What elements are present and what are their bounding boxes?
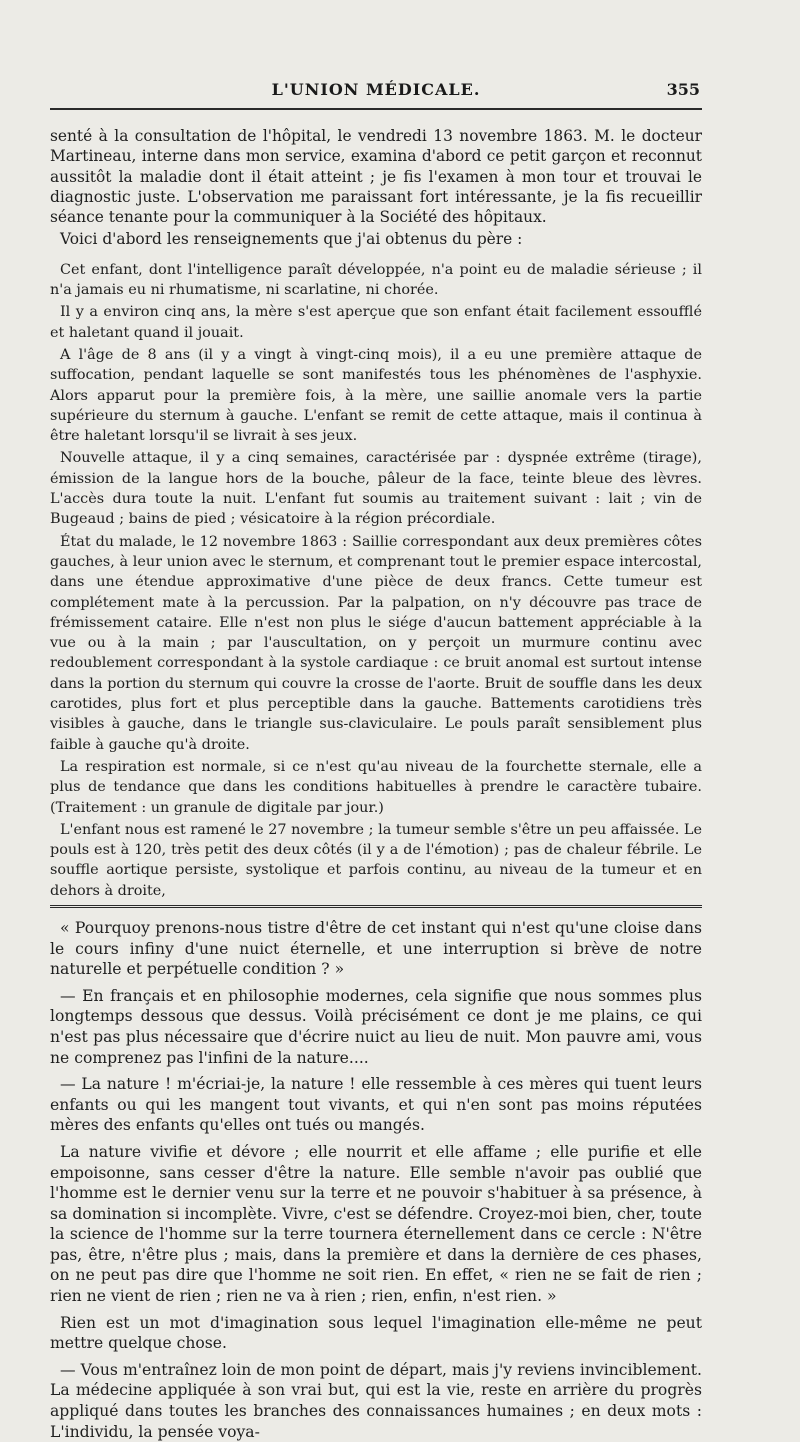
feuilleton-paragraph: — En français et en philosophie modernes, cela signifie que nous sommes plus longtemps dessous que dessus. Voilà précisément ce dont je me plains, ce qui n'est pas plus nécessaire que d'écrire nuict au lieu de nuit. Mon pauvre ami, vous ne comprenez pas l'infini de la nature.... <box>50 986 702 1067</box>
feuilleton-paragraph: — Vous m'entraînez loin de mon point de départ, mais j'y reviens invinciblement. La médecine appliquée à son vrai but, qui est la vie, reste en arrière du progrès appliqué dans toutes les branches des connaissances humaines ; en deux mots : L'individu, la pensée voya- <box>50 1360 702 1441</box>
header-rule <box>50 108 702 110</box>
feuilleton-paragraph: La nature vivifie et dévore ; elle nourrit et elle affame ; elle purifie et elle empoisonne, sans cesser d'être la nature. Elle semble n'avoir pas oublié que l'homme est le dernier venu sur la terre et ne pouvoir s'habituer à sa présence, à sa domination si incomplète. Vivre, c'est se défendre. Croyez-moi bien, cher, toute la science de l'homme sur la terre tournera éternellement dans ce cercle : N'être pas, être, n'être plus ; mais, dans la première et dans la dernière de ces phases, on ne peut pas dire que l'homme ne soit rien. En effet, « rien ne se fait de rien ; rien ne vient de rien ; rien ne va à rien ; rien, enfin, n'est rien. » <box>50 1142 702 1306</box>
article-paragraph: La respiration est normale, si ce n'est qu'au niveau de la fourchette sternale, elle a plus de tendance que dans les conditions habituelles à prendre le caractère tubaire. (Traitement : un granule de digitale par jour.) <box>50 758 702 816</box>
article-paragraph: Il y a environ cinq ans, la mère s'est aperçue que son enfant était facilement essoufflé et haletant quand il jouait. <box>50 304 702 341</box>
article-paragraph: L'enfant nous est ramené le 27 novembre ; la tumeur semble s'être un peu affaissée. Le pouls est à 120, très petit des deux côtés (il y a de l'émotion) ; pas de chaleur fébrile. Le souffle aortique persiste, systolique et parfois continu, au niveau de la tumeur et en dehors à droite, <box>50 821 702 899</box>
main-article <box>50 126 702 901</box>
article-paragraph: Cet enfant, dont l'intelligence paraît développée, n'a point eu de maladie sérieuse ; il n'a jamais eu ni rhumatisme, ni scarlatine, ni chorée. <box>50 261 702 299</box>
running-header <box>50 72 702 106</box>
feuilleton-paragraph: — La nature ! m'écriai-je, la nature ! elle ressemble à ces mères qui tuent leurs enfants ou qui les mangent tout vivants, et qui n'en sont pas moins réputées mères des enfants qu'elles ont tués ou mangés. <box>50 1075 702 1135</box>
document-page <box>50 72 702 1441</box>
feuilleton-divider <box>50 905 702 910</box>
article-paragraph: Voici d'abord les renseignements que j'ai obtenus du père : <box>60 230 523 249</box>
article-paragraph: senté à la consultation de l'hôpital, le vendredi 13 novembre 1863. M. le docteur Martineau, interne dans mon service, examina d'abord ce petit garçon et reconnut aussitôt la maladie dont il était atteint ; je fis l'examen à mon tour et trouvai le diagnostic juste. L'observation me paraissant fort intéressante, je la fis recueillir séance tenante pour la communiquer à la Société des hôpitaux. <box>50 127 702 227</box>
page-number: 355 <box>666 80 700 99</box>
feuilleton-paragraph: « Pourquoy prenons-nous tistre d'être de cet instant qui n'est qu'une cloise dans le cours infiny d'une nuict éternelle, et une interruption si brève de notre naturelle et perpétuelle condition ? » <box>50 918 702 979</box>
article-paragraph: État du malade, le 12 novembre 1863 : Saillie correspondant aux deux premières côtes gauches, à leur union avec le sternum, et comprenant tout le premier espace intercostal, dans une étendue approximative d'une pièce de deux francs. Cette tumeur est complétement mate à la percussion. Par la palpation, on n'y découvre pas trace de frémissement cataire. Elle n'est non plus le siége d'aucun battement appréciable à la vue ou à la main ; par l'auscultation, on y perçoit un murmure continu avec redoublement correspondant à la systole cardiaque : ce bruit anomal est surtout intense dans la portion du sternum qui couvre la crosse de l'aorte. Bruit de souffle dans les deux carotides, plus fort et plus perceptible dans la gauche. Battements carotidiens très visibles à gauche, dans le triangle sus-claviculaire. Le pouls paraît sensiblement plus faible à gauche qu'à droite. <box>50 533 702 753</box>
feuilleton-paragraph: Rien est un mot d'imagination sous lequel l'imagination elle-même ne peut mettre quelque chose. <box>50 1313 702 1353</box>
journal-title: L'UNION MÉDICALE. <box>271 80 481 99</box>
article-paragraph: A l'âge de 8 ans (il y a vingt à vingt-cinq mois), il a eu une première attaque de suffocation, pendant laquelle se sont manifestés tous les phénomènes de l'asphyxie. Alors apparut pour la première fois, à la mère, une saillie anomale vers la partie supérieure du sternum à gauche. L'enfant se remit de cette attaque, mais il continua à être haletant lorsqu'il se livrait à ses jeux. <box>50 346 702 445</box>
article-paragraph: Nouvelle attaque, il y a cinq semaines, caractérisée par : dyspnée extrême (tirage), émission de la langue hors de la bouche, pâleur de la face, teinte bleue des lèvres. L'accès dura toute la nuit. L'enfant fut soumis au traitement suivant : lait ; vin de Bugeaud ; bains de pied ; vésicatoire à la région précordiale. <box>50 450 702 528</box>
feuilleton-section <box>50 918 702 1442</box>
